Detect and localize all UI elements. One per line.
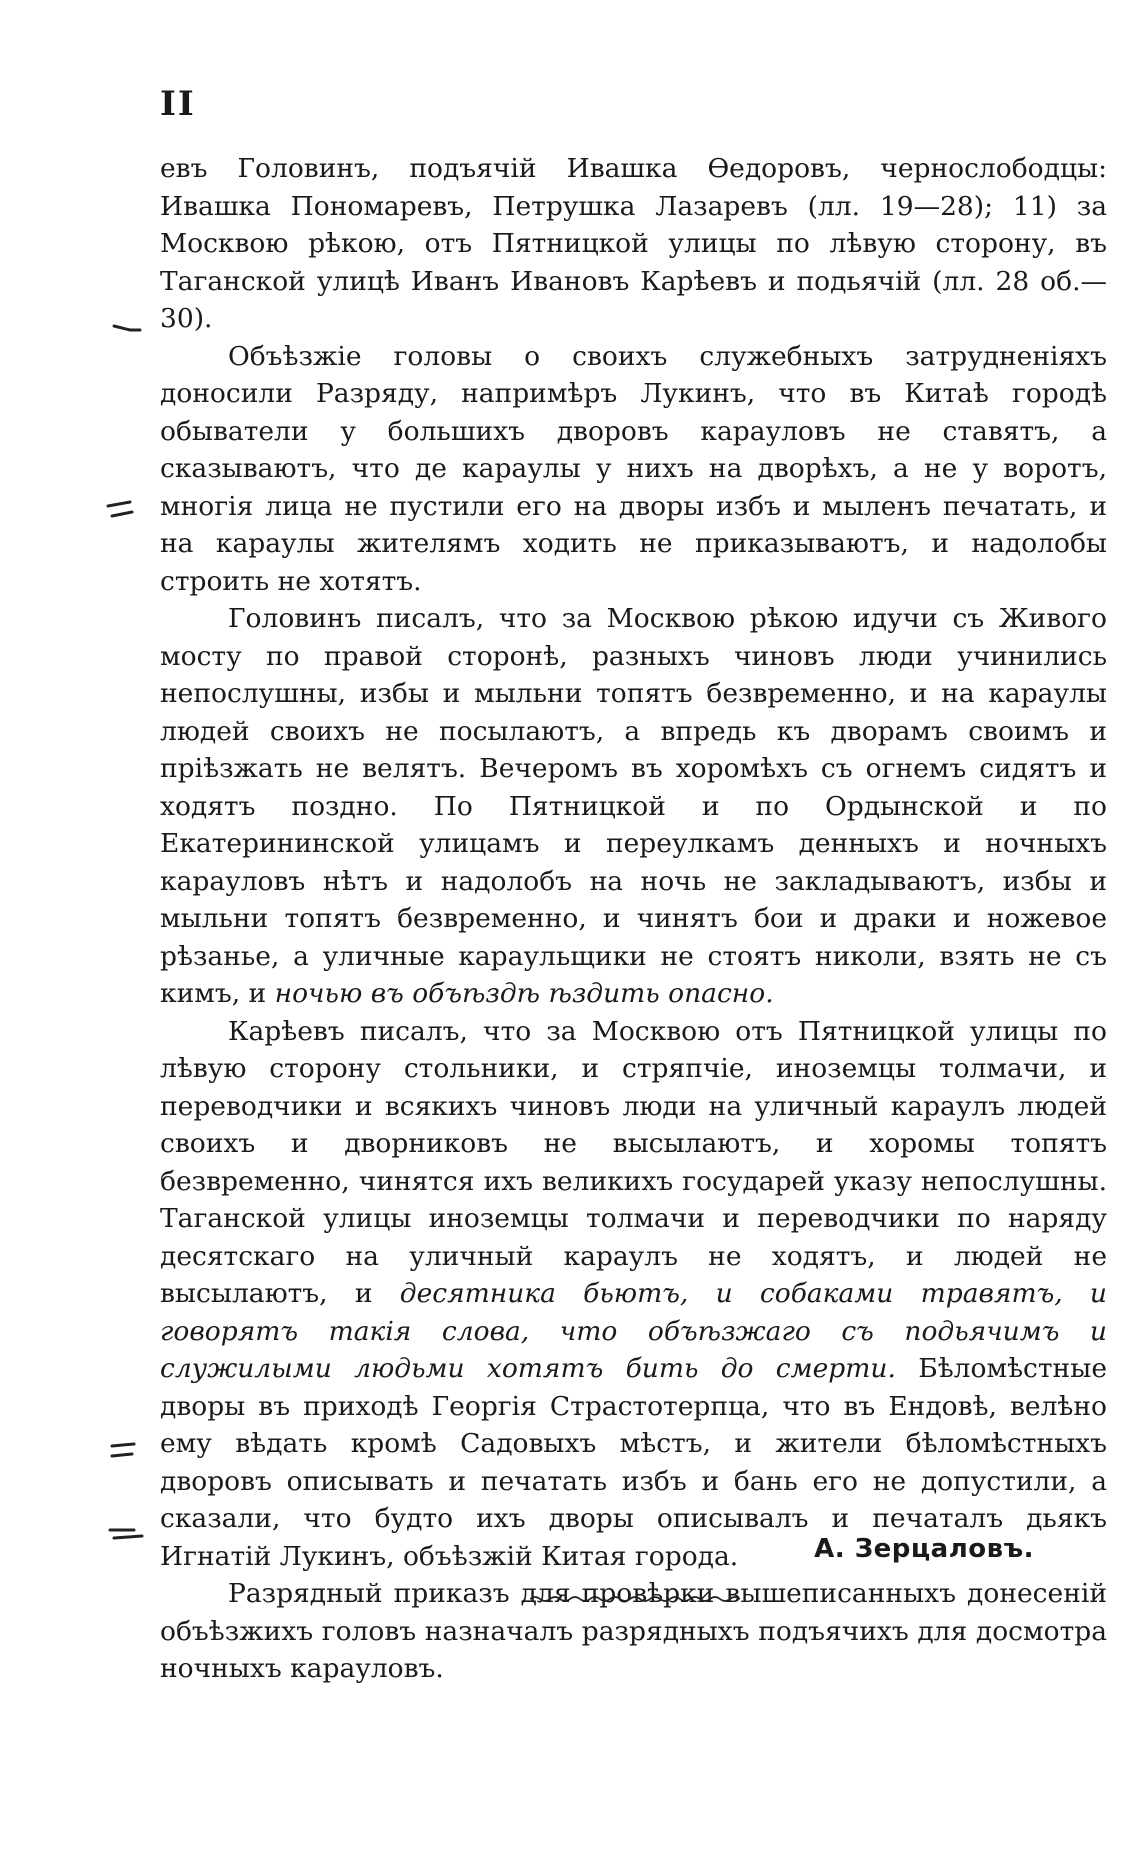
italic-text-run: ночью въ объѣздѣ ѣздить опасно. <box>274 978 774 1009</box>
paragraph <box>160 338 1107 601</box>
margin-mark-icon <box>104 1522 150 1546</box>
text-run: Разрядный приказъ для провѣрки вышеписанныхъ донесеній объѣзжихъ головъ назначалъ разрядныхъ подъячихъ для досмотра ночныхъ карауловъ. <box>160 1578 1107 1684</box>
text-run: Карѣевъ писалъ, что за Москвою отъ Пятницкой улицы по лѣвую сторону стольники, и стряпчіе, иноземцы толмачи, и переводчики и всякихъ чиновъ люди на уличный караулъ людей своихъ и дворниковъ не высылаютъ, и хоромы топятъ безвременно, чинятся ихъ великихъ государей указу непослушны. Таганской улицы иноземцы толмачи и переводчики по наряду десятскаго на уличный караулъ не ходятъ, и людей не высылаютъ, и <box>160 1015 1107 1309</box>
text-run: Объѣзжіе головы о своихъ служебныхъ затрудненіяхъ доносили Разряду, напримѣръ Лукинъ, что въ Китаѣ городѣ обыватели у большихъ дворовъ карауловъ не ставятъ, а сказываютъ, что де караулы у нихъ на дворѣхъ, а не у воротъ, многія лица не пустили его на дворы избъ и мыленъ печатать, и на караулы жителямъ ходить не приказываютъ, и надолобы строить не хотятъ. <box>160 340 1107 597</box>
paragraph <box>160 150 1107 338</box>
paragraph <box>160 1575 1107 1688</box>
margin-mark-icon <box>108 1440 154 1464</box>
author-signature: А. Зерцаловъ. <box>814 1534 1034 1564</box>
text-run: евъ Головинъ, подъячій Ивашка Өедоровъ, чернослободцы: Ивашка Пономаревъ, Петрушка Лазаревъ (лл. 19—28); 11) за Москвою рѣкою, отъ Пятницкой улицы по лѣвую сторону, въ Таганской улицѣ Иванъ Ивановъ Карѣевъ и подьячій (лл. 28 об.—30). <box>160 153 1107 334</box>
body-text <box>160 150 1107 1688</box>
text-run: Бѣломѣстные дворы въ приходѣ Георгія Страстотерпца, что въ Ендовѣ, велѣно ему вѣдать кромѣ Садовыхъ мѣстъ, и жители бѣломѣстныхъ дворовъ описывать и печатать избъ и бань его не допустили, а сказали, что будто ихъ дворы описывалъ и печаталъ дьякъ Игнатій Лукинъ, объѣзжій Китая города. <box>160 1353 1107 1572</box>
end-rule-ornament <box>530 1595 740 1603</box>
paragraph <box>160 1013 1107 1576</box>
paragraph <box>160 600 1107 1013</box>
page-number: II <box>160 84 196 124</box>
margin-mark-icon <box>110 318 156 342</box>
italic-text-run: десятника бьютъ, и собаками травятъ, и говорятъ такія слова, что объѣзжаго съ подьячимъ и служилыми людьми хотятъ бить до смерти. <box>160 1278 1108 1384</box>
text-run: Головинъ писалъ, что за Москвою рѣкою идучи съ Живого мосту по правой сторонѣ, разныхъ чиновъ люди учинились непослушны, избы и мыльни топятъ безвременно, и на караулы людей своихъ не посылаютъ, а впредь къ дворамъ своимъ и пріѣзжать не велятъ. Вечеромъ въ хоромѣхъ съ огнемъ сидятъ и ходятъ поздно. По Пятницкой и по Ордынской и по Екатерининской улицамъ и переулкамъ денныхъ и ночныхъ карауловъ нѣтъ и надолобъ на ночь не закладываютъ, избы и мыльни топятъ безвременно, и чинятъ бои и драки и ножевое рѣзанье, а уличные караульщики не стоятъ николи, взять не съ кимъ, и <box>160 603 1107 1009</box>
margin-mark-icon <box>104 498 150 522</box>
